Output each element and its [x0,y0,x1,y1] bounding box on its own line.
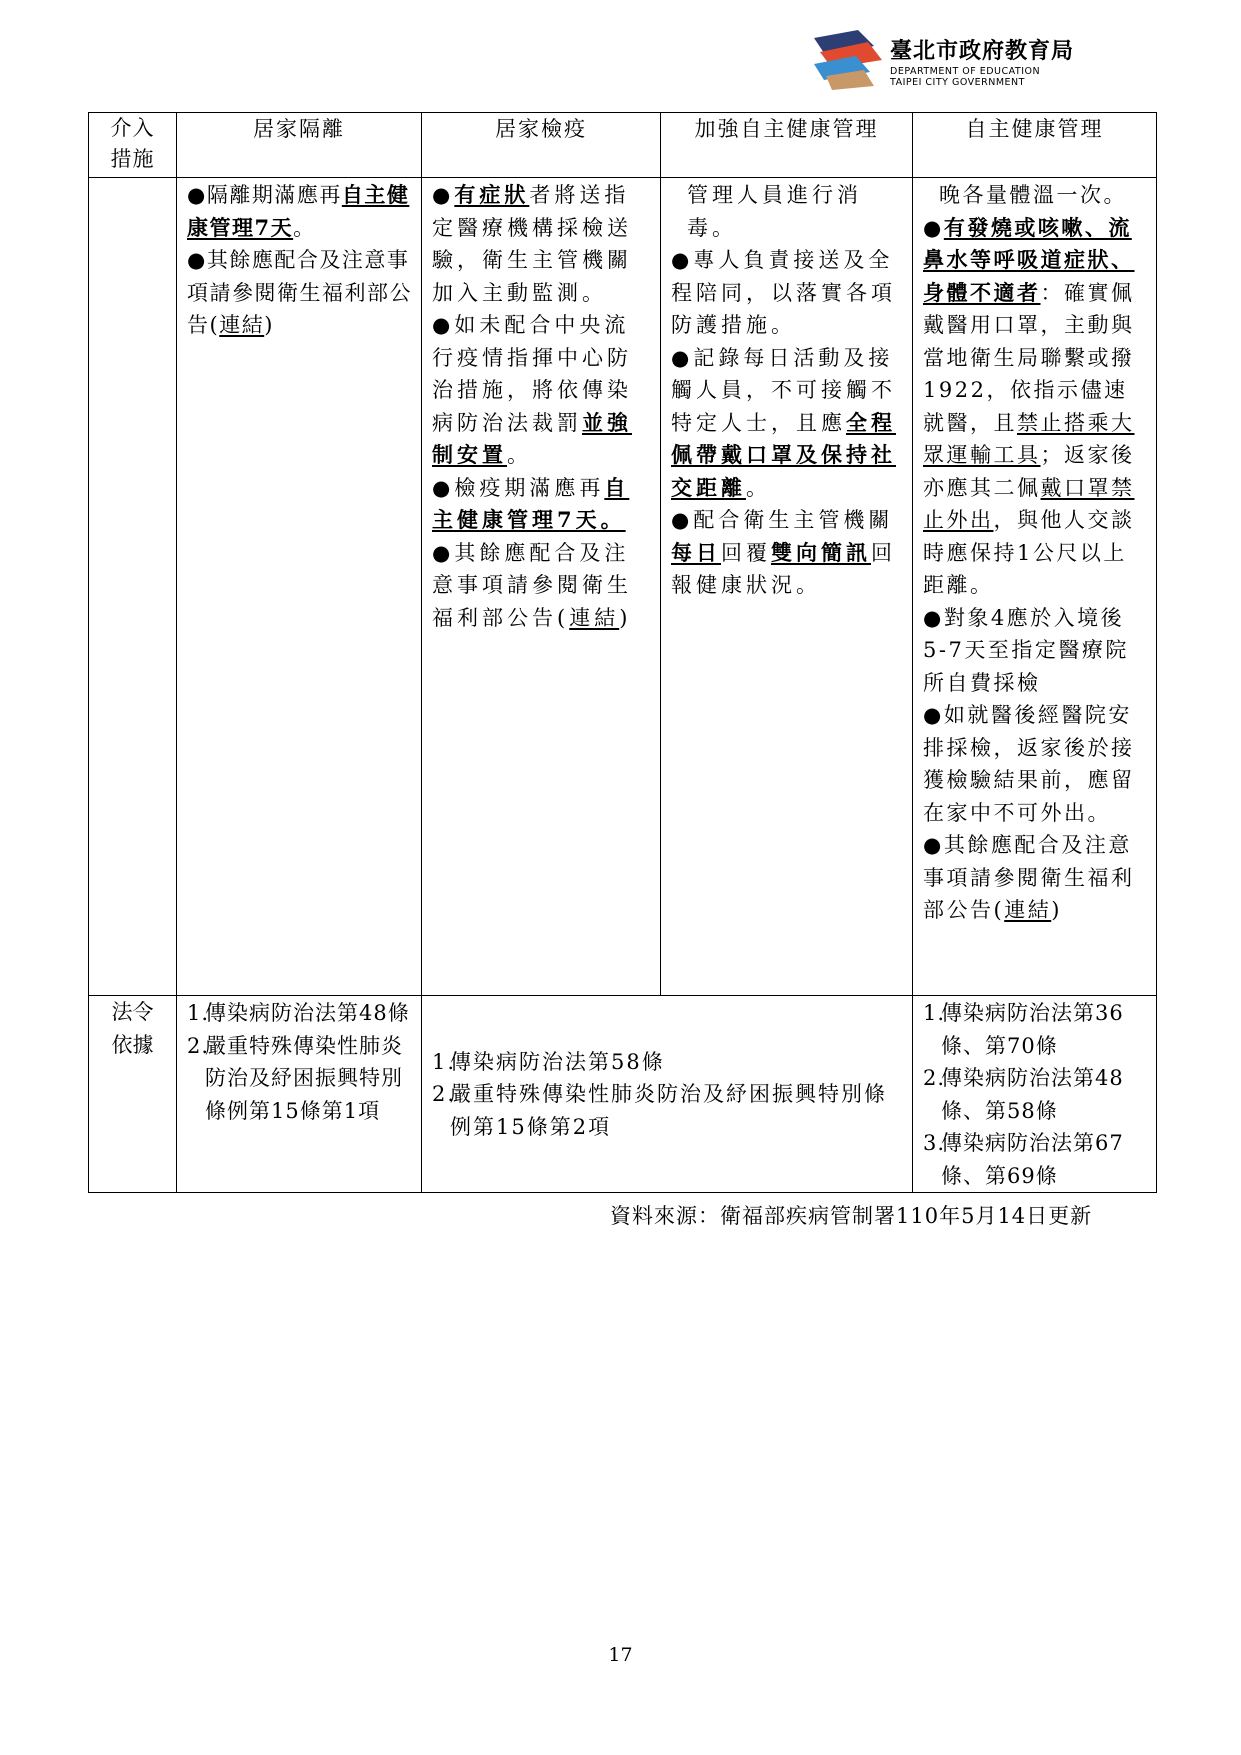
link-announcement[interactable]: 連結 [1004,898,1052,922]
list-item: 3. 傳染病防治法第67條、第69條 [923,1131,1124,1188]
cell-home-isolation [177,178,422,996]
page-number: 17 [608,1644,633,1666]
cell-legal-self-health [913,996,1157,1193]
legal-label-cell [89,996,177,1193]
table-header-row [89,113,1157,178]
list-item: ●其餘應配合及注意事項請參閱衛生福利部公告(連結) [432,540,632,630]
cell-self-health [913,178,1157,996]
list-item: ●檢疫期滿應再自主健康管理7天。 [432,474,630,532]
list-item: 晚各量體溫一次。 [939,183,1127,207]
link-announcement[interactable]: 連結 [219,313,265,337]
list-item: 1. 傳染病防治法第48條 [187,1001,410,1025]
cell-legal-quarantine [422,996,913,1193]
table-row-measures [89,178,1157,996]
org-name-chinese: 臺北市政府教育局 [890,39,1075,64]
org-name-english-line1: DEPARTMENT OF EDUCATION [890,66,1041,77]
list-item: ●其餘應配合及注意事項請參閱衛生福利部公告(連結) [923,833,1135,922]
org-name-english-line2: TAIPEI CITY GOVERNMENT [890,77,1025,88]
list-item: ●有發燒或咳嗽、流鼻水等呼吸道症狀、身體不適者：確實佩戴醫用口罩，主動與當地衛生局聯繫或撥1922，依指示儘速就醫，且禁止搭乘大眾運輸工具；返家後亦應其二佩戴口罩禁止外出，與他人交談時應保持1公尺以上距離。 [923,214,1135,597]
header-home-isolation: 居家隔離 [177,113,422,178]
list-item: 2. 嚴重特殊傳染性肺炎防治及紓困振興特別條例第15條第1項 [187,1033,403,1123]
table-row-legal [89,996,1157,1193]
org-name-english [890,66,1040,88]
measures-label-cell [89,178,177,996]
list-item: 管理人員進行消毒。 [687,183,862,240]
list-item: ●配合衛生主管機關每日回覆雙向簡訊回報健康狀況。 [671,508,896,597]
cell-legal-isolation [177,996,422,1193]
logo-mark-icon [812,28,884,90]
department-logo [812,28,1142,92]
list-item: ●如未配合中央流行疫情指揮中心防治措施，將依傳染病防治法裁罰並強制安置。 [432,313,632,467]
list-item: ●記錄每日活動及接觸人員，不可接觸不特定人士，且應全程佩帶戴口罩及保持社交距離。 [671,345,896,500]
measures-table [88,112,1157,1193]
data-source-note: 資料來源：衛福部疾病管制署110年5月14日更新 [610,1204,1093,1228]
list-item: ●隔離期滿應再自主健康管理7天。 [187,182,410,240]
list-item: ●專人負責接送及全程陪同，以落實各項防護措施。 [671,248,896,337]
list-item: ●如就醫後經醫院安排採檢，返家後於接獲檢驗結果前，應留在家中不可外出。 [923,703,1135,825]
list-item: ●有症狀者將送指定醫療機構採檢送驗，衛生主管機關加入主動監測。 [432,182,632,305]
list-item: ●其餘應配合及注意事項請參閱衛生福利部公告(連結) [187,248,412,337]
list-item: 1. 傳染病防治法第58條 [432,1049,665,1074]
header-corner [89,113,177,178]
header-home-quarantine: 居家檢疫 [422,113,661,178]
link-announcement[interactable]: 連結 [569,605,620,630]
header-enhanced-self-health: 加強自主健康管理 [661,113,913,178]
cell-enhanced-self-health [661,178,913,996]
header-self-health: 自主健康管理 [913,113,1157,178]
list-item: 1. 傳染病防治法第36條、第70條 [923,1001,1124,1058]
list-item: 2. 嚴重特殊傳染性肺炎防治及紓困振興特別條例第15條第2項 [432,1082,887,1139]
corner-label: 介入 措施 [110,116,155,171]
legal-label: 法令 依據 [111,1000,154,1057]
list-item: ●對象4應於入境後5-7天至指定醫療院所自費採檢 [923,605,1129,695]
list-item: 2. 傳染病防治法第48條、第58條 [923,1066,1124,1123]
cell-home-quarantine [422,178,661,996]
